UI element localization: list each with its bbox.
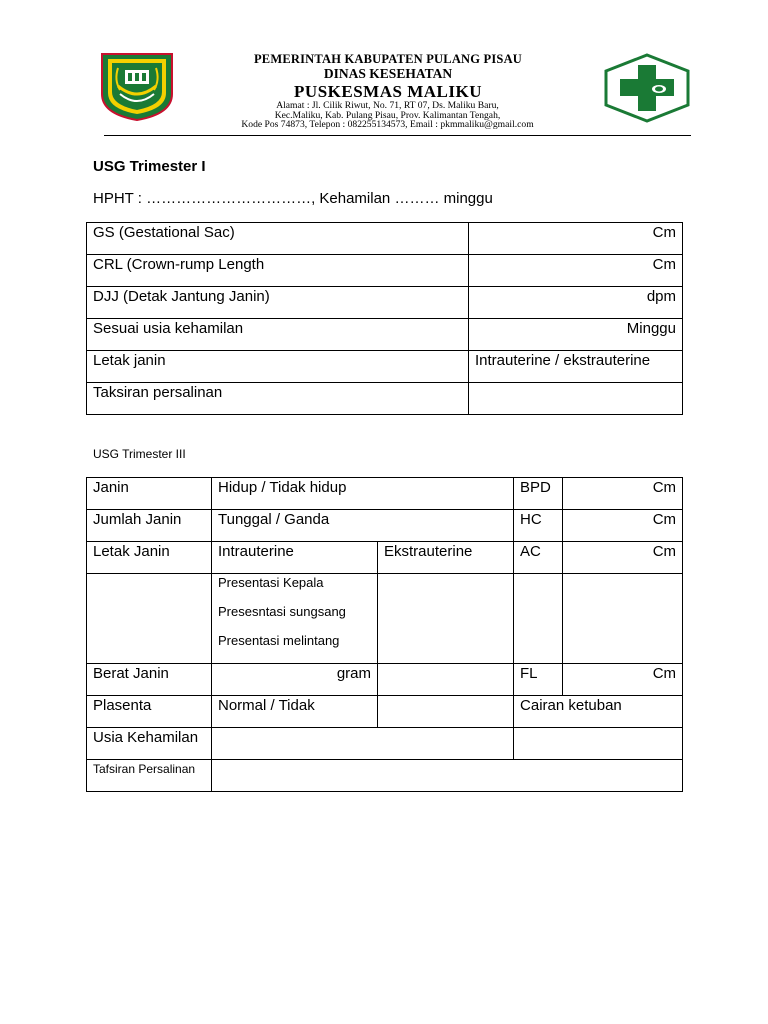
row-value[interactable]: Minggu (469, 319, 683, 351)
presentasi-melintang[interactable]: Presentasi melintang (218, 633, 340, 648)
table-row (87, 287, 683, 319)
row-value[interactable]: Cm (469, 223, 683, 255)
row-value[interactable]: Intrauterine / ekstrauterine (469, 351, 683, 383)
table-row (87, 542, 683, 574)
trimester-3-table (86, 477, 683, 792)
table-row (87, 478, 683, 510)
empty-cell (87, 574, 212, 664)
letak-label: Letak Janin (87, 542, 212, 574)
fl-label: FL (514, 664, 563, 696)
table-row (87, 574, 683, 664)
letterhead-department: DINAS KESEHATAN (323, 66, 453, 81)
presentasi-sungsang[interactable]: Presesntasi sungsang (218, 604, 346, 619)
ac-value[interactable]: Cm (563, 542, 683, 574)
bpd-value[interactable]: Cm (563, 478, 683, 510)
empty-cell[interactable] (563, 574, 683, 664)
janin-status[interactable]: Hidup / Tidak hidup (212, 478, 514, 510)
empty-cell[interactable] (378, 574, 514, 664)
section-title-trimester-3: USG Trimester III (93, 447, 186, 461)
letterhead-address-2: Kec.Maliku, Kab. Pulang Pisau, Prov. Kalimantan Tengah, (274, 110, 501, 121)
row-value[interactable]: Cm (469, 255, 683, 287)
ekstrauterine-option[interactable]: Ekstrauterine (378, 542, 514, 574)
row-label: DJJ (Detak Jantung Janin) (87, 287, 469, 319)
letterhead-government: PEMERINTAH KABUPATEN PULANG PISAU (253, 52, 523, 66)
fl-value[interactable]: Cm (563, 664, 683, 696)
table-row (87, 696, 683, 728)
row-value[interactable] (469, 383, 683, 415)
presentasi-options[interactable] (212, 574, 378, 664)
empty-cell[interactable] (378, 696, 514, 728)
table-row (87, 760, 683, 792)
puskesmas-cross-icon (602, 53, 692, 123)
bpd-label: BPD (514, 478, 563, 510)
tafsiran-value[interactable] (212, 760, 683, 792)
letterhead-address-3: Kode Pos 74873, Telepon : 082255134573, Email : pkmmaliku@gmail.com (241, 119, 534, 130)
plasenta-value[interactable]: Normal / Tidak (212, 696, 378, 728)
plasenta-label: Plasenta (87, 696, 212, 728)
jumlah-label: Jumlah Janin (87, 510, 212, 542)
usia-value[interactable] (212, 728, 514, 760)
trimester-1-table (86, 222, 683, 415)
hc-value[interactable]: Cm (563, 510, 683, 542)
table-row (87, 319, 683, 351)
letterhead-divider (104, 135, 691, 136)
table-row (87, 664, 683, 696)
table-row (87, 223, 683, 255)
table-row (87, 255, 683, 287)
jumlah-value[interactable]: Tunggal / Ganda (212, 510, 514, 542)
hpht-line: HPHT : ……………………………, Kehamilan ……… minggu (93, 190, 493, 207)
ac-label: AC (514, 542, 563, 574)
presentasi-kepala[interactable]: Presentasi Kepala (218, 575, 324, 590)
hc-label: HC (514, 510, 563, 542)
row-label: GS (Gestational Sac) (87, 223, 469, 255)
letterhead-address-1: Alamat : Jl. Cilik Riwut, No. 71, RT 07, Ds. Maliku Baru, (276, 100, 499, 111)
section-title-trimester-1: USG Trimester I (93, 158, 206, 175)
row-label: Sesuai usia kehamilan (87, 319, 469, 351)
intrauterine-option[interactable]: Intrauterine (212, 542, 378, 574)
table-row (87, 383, 683, 415)
usia-label: Usia Kehamilan (87, 728, 212, 760)
cairan-label: Cairan ketuban (514, 696, 683, 728)
empty-cell (514, 574, 563, 664)
janin-label: Janin (87, 478, 212, 510)
row-label: CRL (Crown-rump Length (87, 255, 469, 287)
row-value[interactable]: dpm (469, 287, 683, 319)
tafsiran-label: Tafsiran Persalinan (87, 760, 212, 792)
row-label: Letak janin (87, 351, 469, 383)
regency-emblem-icon (96, 50, 178, 122)
table-row (87, 510, 683, 542)
berat-label: Berat Janin (87, 664, 212, 696)
table-row (87, 728, 683, 760)
row-label: Taksiran persalinan (87, 383, 469, 415)
cairan-value[interactable] (514, 728, 683, 760)
berat-value[interactable]: gram (212, 664, 378, 696)
empty-cell[interactable] (378, 664, 514, 696)
letterhead-institution: PUSKESMAS MALIKU (294, 82, 482, 101)
table-row (87, 351, 683, 383)
